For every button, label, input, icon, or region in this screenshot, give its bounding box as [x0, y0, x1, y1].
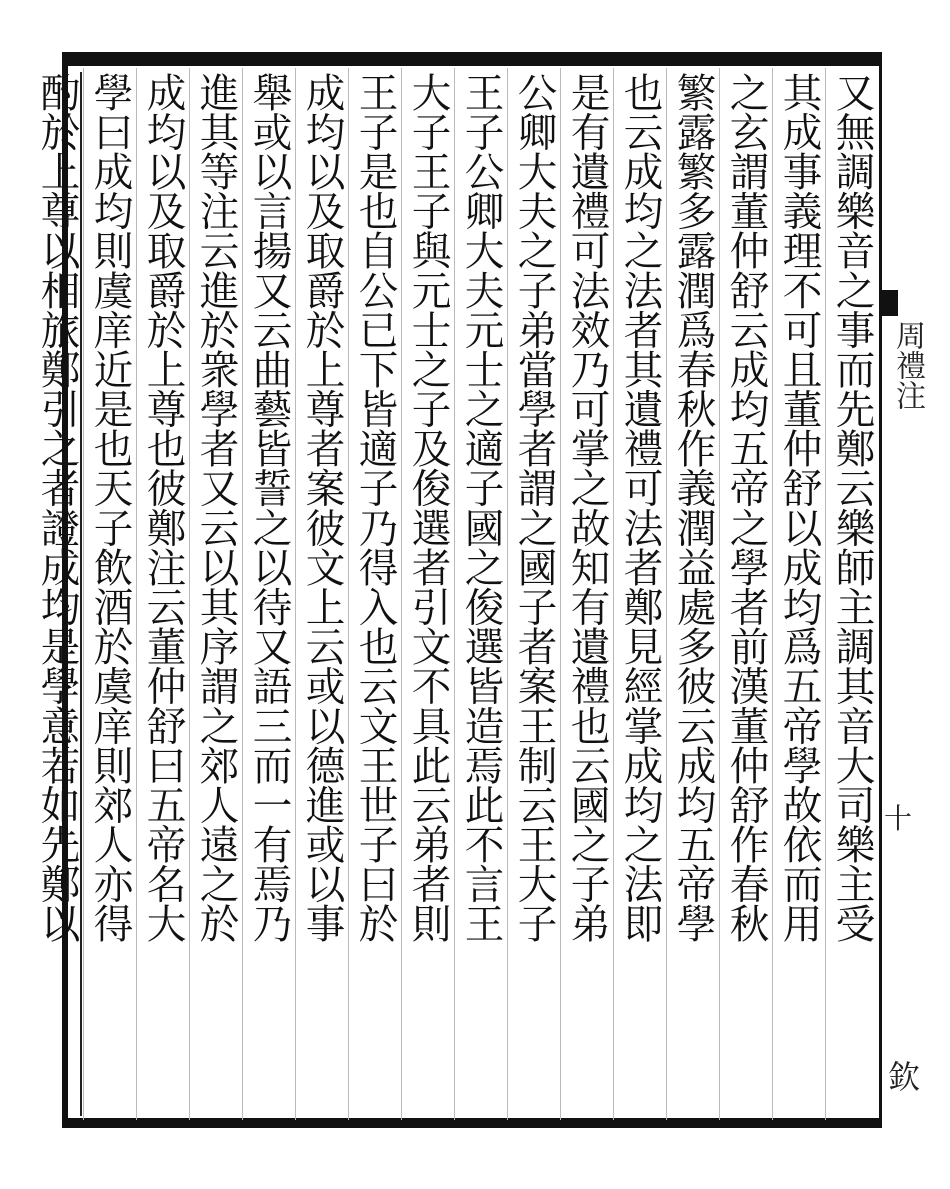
margin-book-title: 周禮注	[890, 320, 925, 410]
text-column-8: 王子公卿大夫元士之適子國之俊選皆造焉此不言王	[454, 68, 507, 1120]
text-column-3: 之玄謂董仲舒云成均五帝之學者前漢董仲舒作春秋	[719, 68, 772, 1120]
text-column-1: 又無調樂音之事而先鄭云樂師主調其音大司樂主受	[825, 68, 878, 1120]
text-column-5: 也云成均之法者其遺禮可法者鄭見經掌成均之法即	[613, 68, 666, 1120]
text-column-13: 進其等注云進於衆學者又云以其序謂之郊人遠之於	[189, 68, 242, 1120]
fishtail-mark	[882, 290, 898, 316]
margin-page-mark: 十	[884, 802, 913, 835]
text-column-12: 舉或以言揚又云曲藝皆誓之以待又語三而一有焉乃	[242, 68, 295, 1120]
text-column-2: 其成事義理不可且董仲舒以成均爲五帝學故依而用	[772, 68, 825, 1120]
text-body	[34, 68, 878, 1120]
text-column-16: 酌於上尊以相旅鄭引之者證成均是學意若如先鄭以	[34, 72, 80, 943]
margin-bottom-mark: 欽	[883, 1060, 921, 1092]
text-column-10: 王子是也自公已下皆適子乃得入也云文王世子曰於	[348, 68, 401, 1120]
text-column-7: 公卿大夫之子弟當學者謂之國子者案王制云王大子	[507, 68, 560, 1120]
text-column-15: 學曰成均則虞庠近是也天子飲酒於虞庠則郊人亦得	[83, 68, 136, 1120]
text-column-9: 大子王子與元士之子及俊選者引文不具此云弟者則	[401, 68, 454, 1120]
text-column-6: 是有遺禮可法效乃可掌之故知有遺禮也云國之子弟	[560, 68, 613, 1120]
text-column-11: 成均以及取爵於上尊者案彼文上云或以德進或以事	[295, 68, 348, 1120]
text-column-14: 成均以及取爵於上尊也彼鄭注云董仲舒曰五帝名大	[136, 68, 189, 1120]
text-column-4: 繁露繁多露潤爲春秋作義潤益處多彼云成均五帝學	[666, 68, 719, 1120]
